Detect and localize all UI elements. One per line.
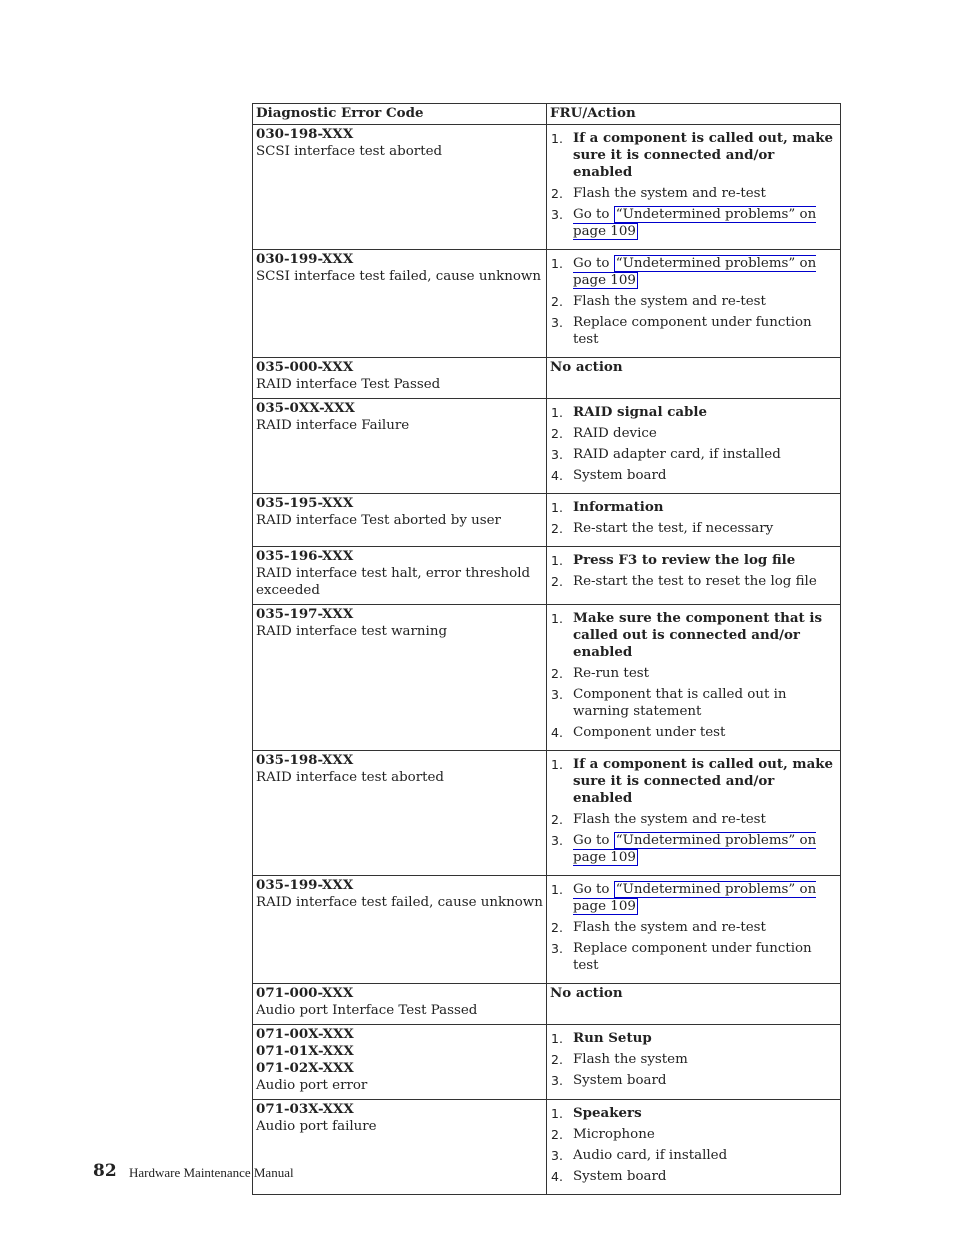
table-row bbox=[253, 358, 841, 399]
action-number: 1. bbox=[551, 1031, 563, 1046]
error-code: 071-02X-XXX bbox=[256, 1060, 354, 1076]
action-item bbox=[550, 724, 837, 741]
action-item bbox=[550, 467, 837, 484]
table-row bbox=[253, 984, 841, 1025]
action-item bbox=[550, 756, 837, 807]
error-description: Audio port error bbox=[256, 1078, 368, 1093]
action-text: Replace component under function test bbox=[573, 941, 812, 973]
action-text: Go to bbox=[573, 882, 614, 897]
fru-action-cell bbox=[547, 125, 841, 250]
error-code-cell bbox=[253, 605, 547, 751]
error-code-cell bbox=[253, 751, 547, 876]
error-description: Audio port Interface Test Passed bbox=[256, 1003, 478, 1018]
error-code-cell bbox=[253, 358, 547, 399]
error-code: 035-0XX-XXX bbox=[256, 400, 355, 416]
error-description: RAID interface Test Passed bbox=[256, 377, 441, 392]
action-number: 1. bbox=[551, 757, 563, 772]
action-text: Microphone bbox=[573, 1127, 655, 1142]
action-number: 2. bbox=[551, 186, 563, 201]
table-body bbox=[253, 125, 841, 1195]
error-code: 030-198-XXX bbox=[256, 126, 354, 142]
error-description: RAID interface test aborted bbox=[256, 770, 444, 785]
action-text: Audio card, if installed bbox=[573, 1148, 728, 1163]
action-number: 1. bbox=[551, 1106, 563, 1121]
error-code-cell bbox=[253, 250, 547, 358]
fru-action-cell bbox=[547, 358, 841, 399]
action-list bbox=[550, 1030, 837, 1089]
action-text: RAID device bbox=[573, 426, 657, 441]
action-number: 1. bbox=[551, 131, 563, 146]
error-description: RAID interface Test aborted by user bbox=[256, 513, 501, 528]
action-number: 3. bbox=[551, 315, 563, 330]
action-item bbox=[550, 1168, 837, 1185]
action-item bbox=[550, 499, 837, 516]
action-text: Go to bbox=[573, 256, 614, 271]
action-item bbox=[550, 1126, 837, 1143]
action-item bbox=[550, 811, 837, 828]
action-text: Flash the system and re-test bbox=[573, 920, 766, 935]
undetermined-problems-link[interactable]: “Undetermined problems” on page 109 bbox=[573, 256, 817, 288]
action-list bbox=[550, 255, 837, 348]
action-item bbox=[550, 686, 837, 720]
action-text: Component that is called out in warning statement bbox=[573, 687, 787, 719]
action-text: Flash the system and re-test bbox=[573, 812, 766, 827]
action-item bbox=[550, 832, 837, 866]
action-number: 1. bbox=[551, 611, 563, 626]
table-row bbox=[253, 494, 841, 547]
action-item bbox=[550, 1147, 837, 1164]
fru-action-cell bbox=[547, 751, 841, 876]
action-item bbox=[550, 293, 837, 310]
fru-action-cell bbox=[547, 1100, 841, 1195]
error-code: 035-197-XXX bbox=[256, 606, 354, 622]
table-row bbox=[253, 547, 841, 605]
fru-action-cell bbox=[547, 1025, 841, 1100]
action-list bbox=[550, 756, 837, 866]
action-number: 1. bbox=[551, 405, 563, 420]
error-code: 035-000-XXX bbox=[256, 359, 354, 375]
action-text: If a component is called out, make sure it is connected and/or enabled bbox=[573, 130, 834, 180]
action-item bbox=[550, 255, 837, 289]
action-number: 2. bbox=[551, 426, 563, 441]
fru-action-cell bbox=[547, 547, 841, 605]
undetermined-problems-link[interactable]: “Undetermined problems” on page 109 bbox=[573, 207, 817, 239]
action-text: Component under test bbox=[573, 725, 726, 740]
error-code: 071-00X-XXX bbox=[256, 1026, 354, 1042]
action-number: 1. bbox=[551, 256, 563, 271]
action-list bbox=[550, 404, 837, 484]
error-code: 035-196-XXX bbox=[256, 548, 354, 564]
action-text: Flash the system bbox=[573, 1052, 688, 1067]
table-header-row bbox=[253, 104, 841, 125]
action-item bbox=[550, 665, 837, 682]
fru-action-cell bbox=[547, 984, 841, 1025]
fru-action-cell bbox=[547, 876, 841, 984]
action-item bbox=[550, 573, 837, 590]
error-code-cell bbox=[253, 1025, 547, 1100]
action-number: 2. bbox=[551, 574, 563, 589]
action-item bbox=[550, 314, 837, 348]
error-code: 035-195-XXX bbox=[256, 495, 354, 511]
error-description: SCSI interface test aborted bbox=[256, 144, 443, 159]
error-description: RAID interface test warning bbox=[256, 624, 448, 639]
undetermined-problems-link[interactable]: “Undetermined problems” on page 109 bbox=[573, 882, 817, 914]
action-item bbox=[550, 130, 837, 181]
fru-action-cell bbox=[547, 399, 841, 494]
page-number: 82 bbox=[93, 1161, 117, 1181]
error-code: 071-03X-XXX bbox=[256, 1101, 354, 1117]
action-number: 4. bbox=[551, 725, 563, 740]
action-text: Press F3 to review the log file bbox=[573, 552, 796, 568]
fru-action-cell bbox=[547, 250, 841, 358]
action-item bbox=[550, 425, 837, 442]
table-row bbox=[253, 876, 841, 984]
error-code-cell bbox=[253, 125, 547, 250]
action-list bbox=[550, 610, 837, 741]
diagnostic-error-table bbox=[252, 103, 841, 1195]
action-item bbox=[550, 1030, 837, 1047]
action-text: System board bbox=[573, 468, 667, 483]
action-number: 2. bbox=[551, 812, 563, 827]
action-number: 2. bbox=[551, 666, 563, 681]
action-number: 3. bbox=[551, 1073, 563, 1088]
error-code: 071-01X-XXX bbox=[256, 1043, 354, 1059]
action-text: Re-run test bbox=[573, 666, 649, 681]
action-number: 2. bbox=[551, 920, 563, 935]
action-text: Flash the system and re-test bbox=[573, 186, 766, 201]
table-row bbox=[253, 605, 841, 751]
action-item bbox=[550, 404, 837, 421]
fru-action-cell bbox=[547, 605, 841, 751]
table-row bbox=[253, 751, 841, 876]
action-number: 4. bbox=[551, 468, 563, 483]
column-header-code: Diagnostic Error Code bbox=[253, 104, 547, 125]
action-item bbox=[550, 881, 837, 915]
error-description: RAID interface test failed, cause unknown bbox=[256, 895, 543, 910]
action-item bbox=[550, 940, 837, 974]
action-text: RAID signal cable bbox=[573, 404, 708, 420]
action-item bbox=[550, 185, 837, 202]
no-action-text: No action bbox=[550, 985, 623, 1001]
action-number: 2. bbox=[551, 1052, 563, 1067]
error-code-cell bbox=[253, 399, 547, 494]
action-number: 3. bbox=[551, 941, 563, 956]
action-item bbox=[550, 206, 837, 240]
action-number: 1. bbox=[551, 500, 563, 515]
action-list bbox=[550, 552, 837, 590]
footer-title: Hardware Maintenance Manual bbox=[129, 1165, 294, 1180]
action-number: 3. bbox=[551, 687, 563, 702]
error-code-cell bbox=[253, 984, 547, 1025]
error-code: 030-199-XXX bbox=[256, 251, 354, 267]
table-row bbox=[253, 399, 841, 494]
action-text: System board bbox=[573, 1073, 667, 1088]
action-text: Flash the system and re-test bbox=[573, 294, 766, 309]
error-description: SCSI interface test failed, cause unknown bbox=[256, 269, 541, 284]
action-item bbox=[550, 552, 837, 569]
error-description: RAID interface test halt, error threshold exceeded bbox=[256, 566, 531, 598]
table-row bbox=[253, 1025, 841, 1100]
action-text: System board bbox=[573, 1169, 667, 1184]
action-number: 4. bbox=[551, 1169, 563, 1184]
column-header-action: FRU/Action bbox=[547, 104, 841, 125]
action-item bbox=[550, 610, 837, 661]
action-number: 1. bbox=[551, 882, 563, 897]
action-item bbox=[550, 520, 837, 537]
action-text: Re-start the test to reset the log file bbox=[573, 574, 817, 589]
table-row bbox=[253, 1100, 841, 1195]
action-list bbox=[550, 881, 837, 974]
action-text: Replace component under function test bbox=[573, 315, 812, 347]
action-text: RAID adapter card, if installed bbox=[573, 447, 781, 462]
action-number: 3. bbox=[551, 1148, 563, 1163]
action-item bbox=[550, 919, 837, 936]
action-text: Run Setup bbox=[573, 1030, 652, 1046]
error-code-cell bbox=[253, 876, 547, 984]
error-code-cell bbox=[253, 1100, 547, 1195]
action-number: 3. bbox=[551, 833, 563, 848]
action-list bbox=[550, 130, 837, 240]
undetermined-problems-link[interactable]: “Undetermined problems” on page 109 bbox=[573, 833, 817, 865]
error-description: Audio port failure bbox=[256, 1119, 377, 1134]
no-action-text: No action bbox=[550, 359, 623, 375]
action-text: Speakers bbox=[573, 1105, 642, 1121]
error-code: 035-199-XXX bbox=[256, 877, 354, 893]
action-item bbox=[550, 1105, 837, 1122]
table-row bbox=[253, 125, 841, 250]
action-text: Make sure the component that is called out is connected and/or enabled bbox=[573, 610, 823, 660]
error-code: 035-198-XXX bbox=[256, 752, 354, 768]
table-row bbox=[253, 250, 841, 358]
fru-action-cell bbox=[547, 494, 841, 547]
action-number: 2. bbox=[551, 294, 563, 309]
error-code-cell bbox=[253, 494, 547, 547]
action-item bbox=[550, 1072, 837, 1089]
action-text: Go to bbox=[573, 833, 614, 848]
error-description: RAID interface Failure bbox=[256, 418, 410, 433]
error-code-cell bbox=[253, 547, 547, 605]
action-text: Information bbox=[573, 499, 664, 515]
action-number: 1. bbox=[551, 553, 563, 568]
action-text: Go to bbox=[573, 207, 614, 222]
action-number: 3. bbox=[551, 207, 563, 222]
action-list bbox=[550, 1105, 837, 1185]
action-item bbox=[550, 1051, 837, 1068]
action-number: 2. bbox=[551, 1127, 563, 1142]
action-list bbox=[550, 499, 837, 537]
error-code: 071-000-XXX bbox=[256, 985, 354, 1001]
action-item bbox=[550, 446, 837, 463]
action-number: 2. bbox=[551, 521, 563, 536]
action-text: Re-start the test, if necessary bbox=[573, 521, 774, 536]
action-text: If a component is called out, make sure it is connected and/or enabled bbox=[573, 756, 834, 806]
action-number: 3. bbox=[551, 447, 563, 462]
